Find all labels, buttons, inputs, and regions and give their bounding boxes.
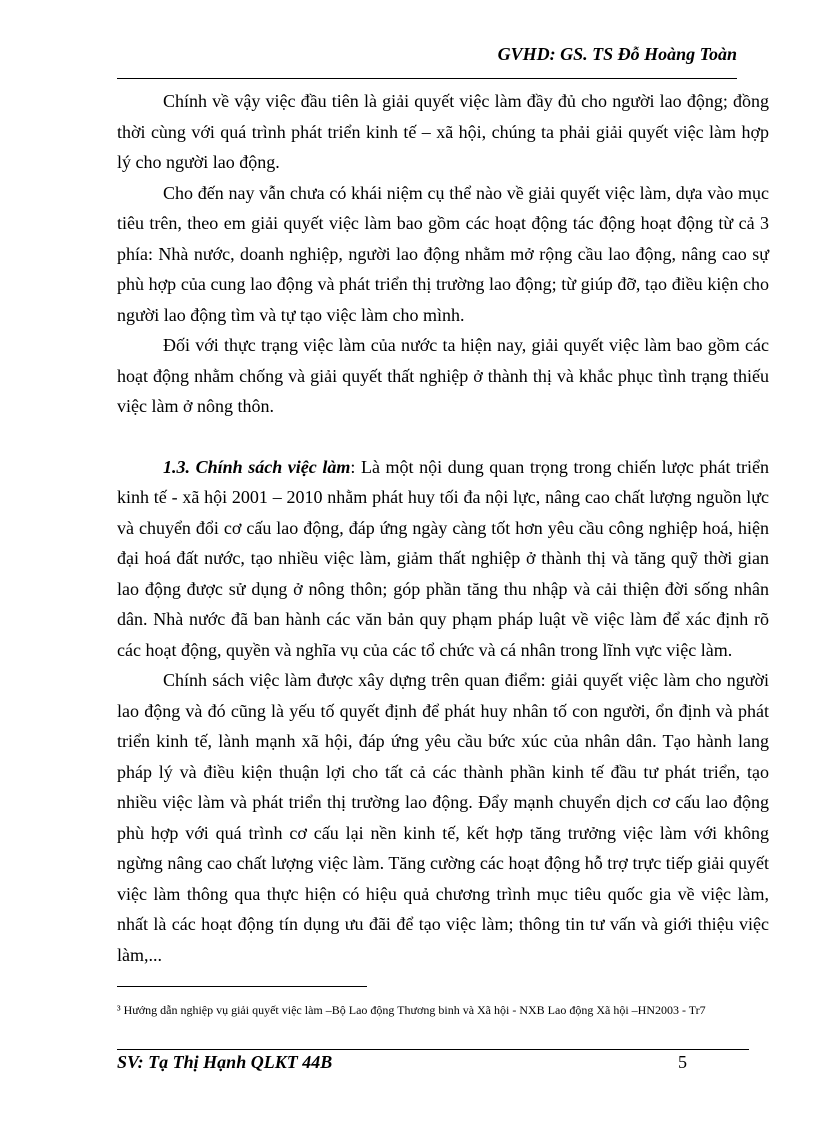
footer-divider: [117, 1049, 749, 1050]
paragraph-2: Cho đến nay vẫn chưa có khái niệm cụ thể nào về giải quyết việc làm, dựa vào mục tiêu trên, theo em giải quyết việc làm bao gồm các hoạt động tác động hoạt động từ cả 3 phía: Nhà nước, doanh nghiệp, người lao động nhằm mở rộng cầu lao động, nâng cao sự phù hợp của cung lao động và phát triển thị trường lao động; từ giúp đỡ, tạo điều kiện cho người lao động tìm và tự tạo việc làm cho mình.: [117, 182, 769, 325]
footnote: ³ Hướng dẫn nghiệp vụ giải quyết việc làm –Bộ Lao động Thương binh và Xã hội - NXB Lao động Xã hội –HN2003 - Tr7: [117, 1003, 706, 1017]
paragraph-1: Chính về vậy việc đầu tiên là giải quyết việc làm đầy đủ cho người lao động; đồng thời cùng với quá trình phát triển kinh tế – xã hội, chúng ta phải giải quyết việc làm hợp lý cho người lao động.: [117, 91, 769, 172]
paragraph-3: Đối với thực trạng việc làm của nước ta hiện nay, giải quyết việc làm bao gồm các hoạt động nhằm chống và giải quyết thất nghiệp ở thành thị và khắc phục tình trạng thiếu việc làm ở nông thôn.: [117, 335, 769, 416]
section-text: : Là một nội dung quan trọng trong chiến lược phát triển kinh tế - xã hội 2001 – 2010 nhằm phát huy tối đa nội lực, nâng cao chất lượng nguồn lực và chuyển đổi cơ cấu lao động, đáp ứng ngày càng tốt hơn yêu cầu công nghiệp hoá, hiện đại hoá đất nước, tạo nhiều việc làm, giảm thất nghiệp ở thành thị và tăng quỹ thời gian lao động được sử dụng ở nông thôn; góp phần tăng thu nhập và cải thiện đời sống nhân dân. Nhà nước đã ban hành các văn bản quy phạm pháp luật về việc làm để xác định rõ các hoạt động, quyền và nghĩa vụ của các tổ chức và cá nhân trong lĩnh vực việc làm.: [117, 456, 770, 660]
section-heading: 1.3. Chính sách việc làm: [163, 456, 351, 477]
page-number: 5: [678, 1052, 687, 1072]
footnote-divider: [117, 986, 367, 987]
header-divider: [117, 78, 737, 79]
footer-student: SV: Tạ Thị Hạnh QLKT 44B: [117, 1052, 333, 1072]
section-paragraph-2: Chính sách việc làm được xây dựng trên quan điểm: giải quyết việc làm cho người lao động và đó cũng là yếu tố quyết định để phát huy nhân tố con người, ổn định và phát triển kinh tế, lành mạnh xã hội, đáp ứng yêu cầu bức xúc của nhân dân. Tạo hành lang pháp lý và điều kiện thuận lợi cho tất cả các thành phần kinh tế đầu tư phát triển, tạo nhiều việc làm và phát triển thị trường lao động. Đẩy mạnh chuyển dịch cơ cấu lao động phù hợp với quá trình cơ cấu lại nền kinh tế, kết hợp tăng trưởng việc làm với không ngừng nâng cao chất lượng việc làm. Tăng cường các hoạt động hỗ trợ trực tiếp giải quyết việc làm thông qua thực hiện có hiệu quả chương trình mục tiêu quốc gia về việc làm, nhất là các hoạt động tín dụng ưu đãi để tạo việc làm; thông tin tư vấn và giới thiệu việc làm,...: [117, 670, 769, 965]
section-paragraph: [117, 452, 769, 666]
page-header-advisor: GVHD: GS. TS Đỗ Hoàng Toàn: [497, 44, 737, 64]
document-body: [117, 86, 769, 970]
